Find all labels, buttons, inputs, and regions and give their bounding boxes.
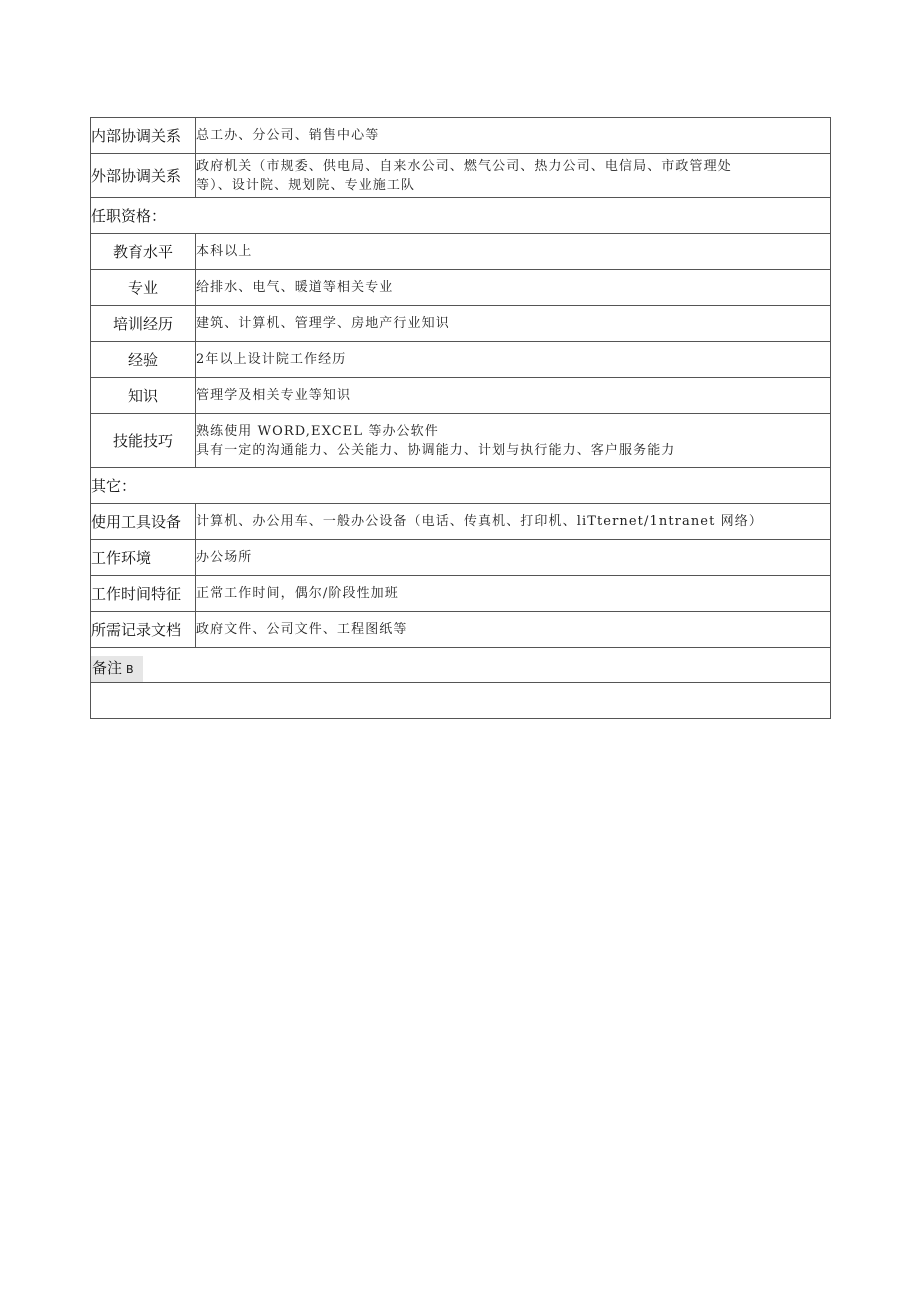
- section-other: 其它：: [91, 468, 831, 504]
- value-major: 给排水、电气、暖道等相关专业: [196, 270, 831, 306]
- value-environment: 办公场所: [196, 540, 831, 576]
- label-external-coordination: 外部协调关系: [91, 154, 196, 198]
- row-major: [91, 270, 831, 306]
- row-remarks-header: [91, 648, 831, 683]
- row-documents: [91, 612, 831, 648]
- value-experience: 2年以上设计院工作经历: [196, 342, 831, 378]
- label-internal-coordination: 内部协调关系: [91, 118, 196, 154]
- row-skills: [91, 414, 831, 468]
- label-skills: 技能技巧: [91, 414, 196, 468]
- value-external-line-1: 政府机关（市规委、供电局、自来水公司、燃气公司、热力公司、电信局、市政管理处: [196, 158, 732, 174]
- remarks-label-text: 备注: [92, 659, 123, 677]
- value-internal-coordination: 总工办、分公司、销售中心等: [196, 118, 831, 154]
- remarks-header-cell: [91, 648, 831, 683]
- value-knowledge: 管理学及相关专业等知识: [196, 378, 831, 414]
- value-skills-line-1: 熟练使用 WORD,EXCEL 等办公软件: [196, 423, 439, 439]
- remarks-label: [91, 656, 143, 682]
- label-environment: 工作环境: [91, 540, 196, 576]
- label-education: 教育水平: [91, 234, 196, 270]
- value-external-coordination: [196, 154, 831, 198]
- row-training: [91, 306, 831, 342]
- section-qualifications: 任职资格：: [91, 198, 831, 234]
- remarks-mark: B: [126, 663, 134, 676]
- row-other-header: [91, 468, 831, 504]
- value-skills-line-2: 具有一定的沟通能力、公关能力、协调能力、计划与执行能力、客户服务能力: [196, 442, 676, 458]
- label-knowledge: 知识: [91, 378, 196, 414]
- row-environment: [91, 540, 831, 576]
- label-documents: 所需记录文档: [91, 612, 196, 648]
- label-work-time: 工作时间特征: [91, 576, 196, 612]
- row-work-time: [91, 576, 831, 612]
- row-knowledge: [91, 378, 831, 414]
- value-skills: [196, 414, 831, 468]
- row-external-coordination: [91, 154, 831, 198]
- value-external-line-2: 等）、设计院、规划院、专业施工队: [196, 177, 416, 193]
- value-education: 本科以上: [196, 234, 831, 270]
- value-tools: 计算机、办公用车、一般办公设备（电话、传真机、打印机、liTternet/1ntranet 网络）: [196, 504, 831, 540]
- row-remarks-body: [91, 683, 831, 719]
- row-qualification-header: [91, 198, 831, 234]
- label-experience: 经验: [91, 342, 196, 378]
- row-education: [91, 234, 831, 270]
- label-tools: 使用工具设备: [91, 504, 196, 540]
- row-internal-coordination: [91, 118, 831, 154]
- value-training: 建筑、计算机、管理学、房地产行业知识: [196, 306, 831, 342]
- value-work-time: 正常工作时间，偶尔/阶段性加班: [196, 576, 831, 612]
- row-tools: [91, 504, 831, 540]
- row-experience: [91, 342, 831, 378]
- label-major: 专业: [91, 270, 196, 306]
- remarks-body-cell: [91, 683, 831, 719]
- label-training: 培训经历: [91, 306, 196, 342]
- job-description-table: [90, 117, 831, 719]
- value-documents: 政府文件、公司文件、工程图纸等: [196, 612, 831, 648]
